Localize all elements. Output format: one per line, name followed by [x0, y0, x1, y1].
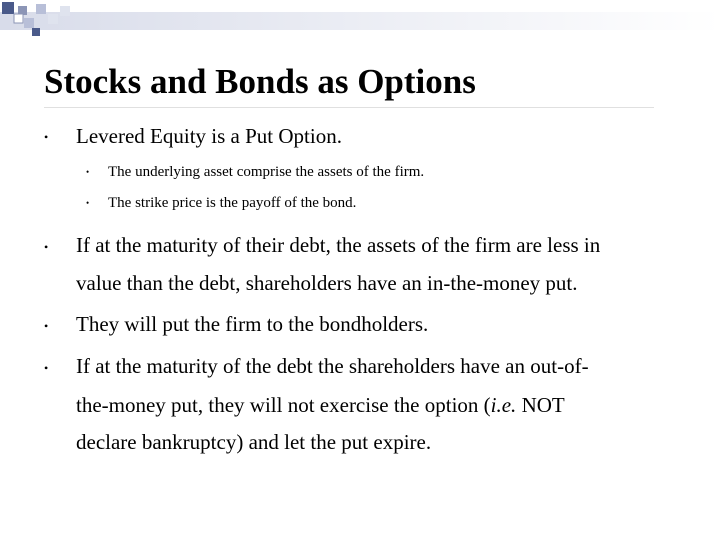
title-divider [44, 107, 654, 108]
bullet-4-line-1: If at the maturity of the debt the shareholders have an out-of- [76, 354, 589, 378]
bullet-glyph: • [44, 240, 49, 254]
bullet-4-italic-ie: i.e. [490, 393, 517, 417]
bullet-4-line-2-start: the-money put, they will not exercise the option ( [76, 393, 491, 417]
bullet-1-sub-2: The strike price is the payoff of the bond. [108, 195, 357, 211]
bullet-4-line-2-end: NOT [516, 393, 565, 417]
bullet-glyph: • [44, 361, 49, 375]
bullet-2-line-2: value than the debt, shareholders have an in-the-money put. [76, 271, 578, 295]
slide-title: Stocks and Bonds as Options [44, 62, 476, 101]
decorative-checker-band [0, 0, 720, 40]
bullet-1-sub-1: The underlying asset comprise the assets of the firm. [108, 164, 425, 180]
sub-bullet-glyph: • [86, 167, 90, 177]
bullet-4-line-2 [76, 393, 565, 417]
bullet-4-line-3: declare bankruptcy) and let the put expire. [76, 430, 432, 454]
bullet-glyph: • [44, 319, 49, 333]
bullet-2-line-1: If at the maturity of their debt, the assets of the firm are less in [76, 233, 601, 257]
sub-bullet-glyph: • [86, 198, 90, 208]
bullet-3-text: They will put the firm to the bondholders. [76, 312, 429, 336]
bullet-glyph: • [44, 130, 49, 144]
bullet-1-text: Levered Equity is a Put Option. [76, 124, 342, 148]
